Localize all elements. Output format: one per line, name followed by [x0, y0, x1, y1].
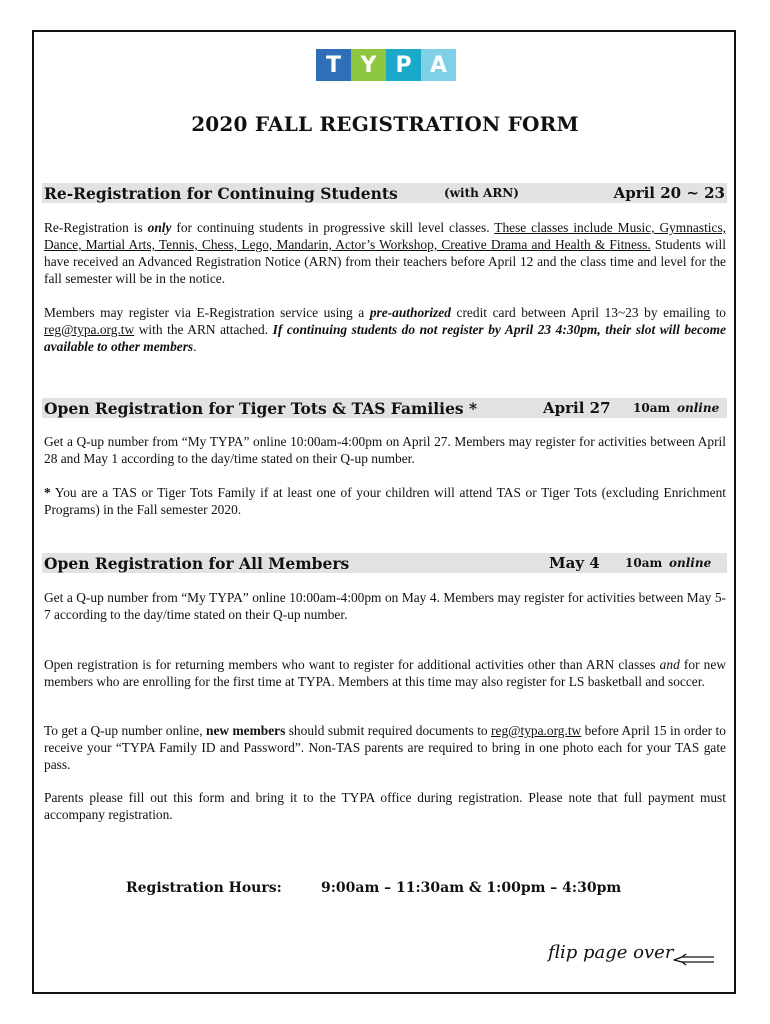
asterisk-marker: *: [44, 485, 51, 500]
text-run: You are a TAS or Tiger Tots Family if at least one of your children will attend TAS or Tiger Tots (excluding Enrichment Programs) in the Fall semester 2020.: [44, 485, 726, 517]
section-heading: Re-Registration for Continuing Students: [44, 184, 398, 203]
section-date: April 27: [543, 399, 611, 417]
logo-letter-a: A: [421, 49, 456, 81]
text-run: .: [193, 339, 197, 354]
emphasis-text: and: [659, 657, 680, 672]
registration-hours-value: 9:00am – 11:30am & 1:00pm – 4:30pm: [321, 880, 622, 896]
section-heading: Open Registration for Tiger Tots & TAS Families *: [44, 399, 478, 418]
typa-logo: [316, 49, 456, 81]
section-mode: online: [669, 556, 712, 570]
text-run: for new members who are enrolling for the first time at TYPA. Members at this time may also register for LS basketball and soccer.: [44, 657, 726, 689]
text-run: Parents please fill out this form and bring it to the TYPA office during registration. Please note that full payment must accompany registration.: [44, 790, 726, 822]
text-run: Members may register via E-Registration service using a: [44, 305, 370, 320]
text-run: Students will have received an Advanced Registration Notice (ARN) from their teachers before April 12 and the class time and level for the fall semester will be in the notice.: [44, 237, 726, 286]
form-title: 2020 FALL REGISTRATION FORM: [191, 112, 579, 136]
emphasis-text: new members: [206, 723, 286, 738]
emphasis-text: only: [147, 220, 172, 235]
section-time: 10am: [625, 556, 663, 570]
registration-hours-label: Registration Hours:: [126, 880, 282, 896]
text-run: Get a Q-up number from “My TYPA” online 10:00am-4:00pm on May 4. Members may register for activities between May 5-7 according to the day/time stated on their Q-up number.: [44, 590, 726, 622]
text-run: Open registration is for returning members who want to register for additional activities other than ARN classes: [44, 657, 660, 672]
section-qualifier: (with ARN): [444, 186, 519, 200]
section-mode: online: [677, 401, 720, 415]
open-registration-paragraph: [44, 656, 726, 690]
new-members-paragraph: [44, 722, 726, 773]
deadline-warning: If continuing students do not register by April 23 4:30pm, their slot will become available to other members: [44, 322, 726, 354]
text-run: Re-Registration is: [44, 220, 148, 235]
re-registration-paragraph: [44, 219, 726, 287]
e-registration-paragraph: [44, 304, 726, 355]
tas-family-note: [44, 484, 726, 518]
section-re-registration-header: [42, 183, 727, 203]
logo-letter-p: P: [386, 49, 421, 81]
section-dates: April 20 ~ 23: [613, 184, 725, 202]
left-arrow-icon: [672, 953, 716, 967]
classes-list-underlined: These classes include Music, Gymnastics, Dance, Martial Arts, Tennis, Chess, Lego, Mandarin, Actor’s Workshop, Creative Drama and Health & Fitness.: [44, 220, 727, 252]
all-members-qup-paragraph: [44, 589, 726, 623]
flip-page-note: flip page over: [548, 942, 674, 963]
logo-letter-t: T: [316, 49, 351, 81]
logo-letter-y: Y: [351, 49, 386, 81]
section-time: 10am: [633, 401, 671, 415]
text-run: credit card between April 13~23 by emailing to: [450, 305, 726, 320]
email-link[interactable]: reg@typa.org.tw: [491, 723, 582, 738]
section-tiger-tots-header: [42, 398, 727, 418]
text-run: before April 15 in order to receive your “TYPA Family ID and Password”. Non-TAS parents are required to bring in one photo each for your TAS gate pass.: [44, 723, 726, 772]
text-run: for continuing students in progressive skill level classes.: [171, 220, 495, 235]
tiger-tots-qup-paragraph: [44, 433, 726, 467]
text-run: To get a Q-up number online,: [44, 723, 207, 738]
section-date: May 4: [549, 554, 600, 572]
text-run: with the ARN attached.: [134, 322, 273, 337]
text-run: Get a Q-up number from “My TYPA” online 10:00am-4:00pm on April 27. Members may register for activities between April 28 and May 1 according to the day/time stated on their Q-up number.: [44, 434, 726, 466]
text-run: should submit required documents to: [285, 723, 492, 738]
emphasis-text: pre-authorized: [369, 305, 451, 320]
section-all-members-header: [42, 553, 727, 573]
payment-paragraph: [44, 789, 726, 823]
email-link[interactable]: reg@typa.org.tw: [44, 322, 135, 337]
section-heading: Open Registration for All Members: [44, 554, 350, 573]
